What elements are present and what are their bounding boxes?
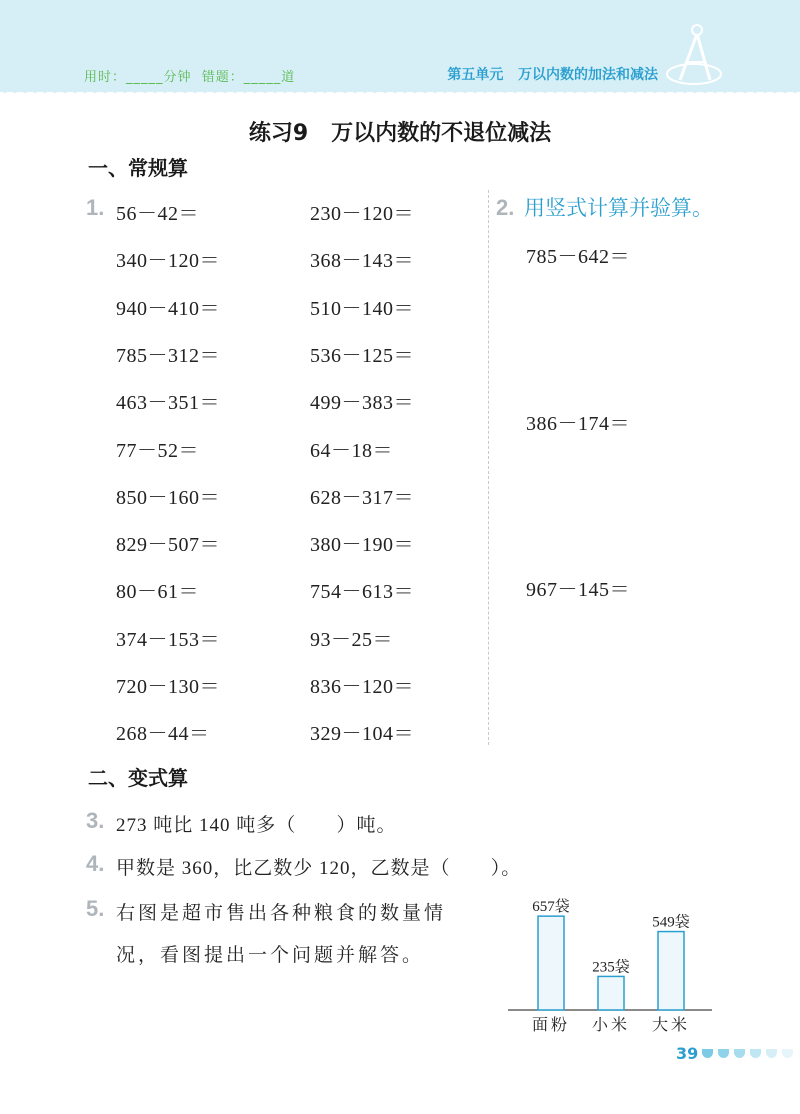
- chart-data-label: 657袋: [532, 899, 570, 916]
- q1-expression: 329－104＝: [310, 723, 414, 746]
- q1-expression: 77－52＝: [116, 439, 199, 462]
- q2-expression: 785－642＝: [526, 246, 630, 268]
- q1-expression: 785－312＝: [116, 344, 220, 367]
- q1-expression: 628－317＝: [310, 486, 414, 509]
- q1-expression: 463－351＝: [116, 392, 220, 415]
- chart-category-label: 大米: [651, 1017, 691, 1034]
- page-title: 练习9 万以内数的不退位减法: [248, 121, 552, 146]
- section-heading-routine: 一、常规算: [88, 156, 188, 180]
- footer-decoration-dot: [734, 1049, 745, 1058]
- grain-sales-bar-chart: [505, 880, 715, 1040]
- column-divider: [488, 190, 489, 745]
- compass-icon: [664, 22, 724, 88]
- question-number-5: 5.: [86, 896, 105, 921]
- page-number: 39: [676, 1044, 699, 1063]
- chart-bar: [538, 916, 564, 1010]
- chart-category-label: 面粉: [531, 1017, 571, 1034]
- q1-expression: 499－383＝: [310, 392, 414, 415]
- q2-expression: 967－145＝: [526, 579, 630, 601]
- q5-text-line-1: 右图是超市售出各种粮食的数量情: [116, 903, 447, 924]
- chart-data-label: 549袋: [652, 914, 690, 931]
- q1-expression: 374－153＝: [116, 628, 220, 651]
- q1-expression: 754－613＝: [310, 581, 414, 604]
- chart-bar: [658, 932, 684, 1010]
- q1-expression: 64－18＝: [310, 439, 393, 462]
- q1-expression: 56－42＝: [116, 203, 199, 225]
- chart-category-label: 小米: [591, 1017, 631, 1034]
- time-and-errors-label: 用时：_____分钟 错题：_____道: [84, 70, 296, 85]
- q5-text-line-2: 况，看图提出一个问题并解答。: [116, 945, 425, 966]
- footer-decoration-dot: [766, 1049, 777, 1058]
- q1-expression: 536－125＝: [310, 344, 414, 367]
- chart-data-label: 235袋: [592, 959, 630, 976]
- q2-instruction: 用竖式计算并验算。: [524, 196, 713, 220]
- q1-expression: 510－140＝: [310, 297, 414, 320]
- section-heading-variant: 二、变式算: [88, 766, 188, 790]
- q1-expression: 829－507＝: [116, 534, 220, 557]
- q1-expression: 80－61＝: [116, 581, 199, 604]
- q1-expression: 380－190＝: [310, 534, 414, 557]
- footer-decoration-dot: [718, 1049, 729, 1058]
- footer-decoration-dot: [750, 1049, 761, 1058]
- q3-text: 273 吨比 140 吨多（ ）吨。: [116, 815, 397, 836]
- question-number-3: 3.: [86, 808, 105, 833]
- q1-expression: 230－120＝: [310, 203, 414, 225]
- q1-expression: 940－410＝: [116, 297, 220, 320]
- footer-decoration-dot: [702, 1049, 713, 1058]
- footer-decoration-dot: [782, 1049, 793, 1058]
- question-number-4: 4.: [86, 851, 105, 876]
- q2-expression: 386－174＝: [526, 413, 630, 435]
- q1-expression: 268－44＝: [116, 723, 210, 746]
- question-number-2: 2.: [496, 195, 515, 220]
- unit-title: 第五单元 万以内数的加法和减法: [447, 67, 658, 83]
- q1-expression: 93－25＝: [310, 628, 393, 651]
- q1-expression: 340－120＝: [116, 250, 220, 273]
- question-number-1: 1.: [86, 195, 105, 220]
- q1-expression: 850－160＝: [116, 486, 220, 509]
- chart-bar: [598, 976, 624, 1010]
- q1-expression: 720－130＝: [116, 676, 220, 698]
- q1-expression: 368－143＝: [310, 250, 414, 273]
- q4-text: 甲数是 360，比乙数少 120，乙数是（ ）。: [116, 858, 522, 879]
- q1-expression: 836－120＝: [310, 676, 414, 698]
